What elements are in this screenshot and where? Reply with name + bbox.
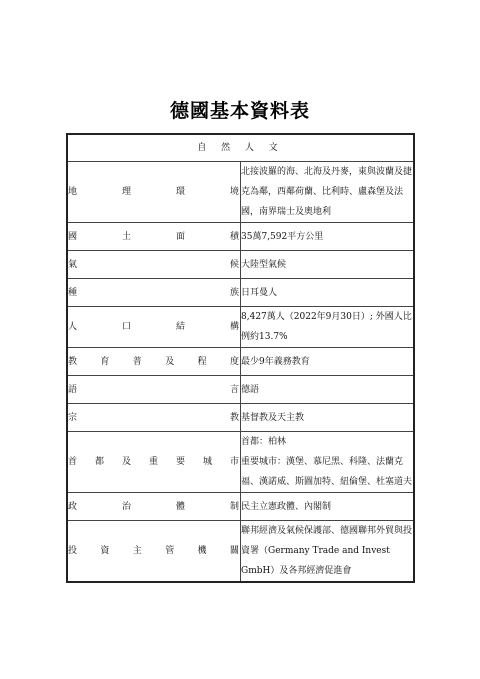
- row-value-politics: 民主立憲政體、內閣制: [241, 493, 415, 521]
- major-cities-line: 重要城市：漢堡、慕尼黑、科隆、法蘭克福、漢諾威、斯圖加特、紐倫堡、杜塞道夫: [241, 457, 413, 487]
- row-value-geography: 北接波羅的海、北海及丹麥，東與波蘭及捷克為鄰，西鄰荷蘭、比利時、盧森堡及法國，南界瑞士及奧地利: [241, 162, 415, 223]
- row-value-population: 8,427萬人（2022年9月30日）; 外國人比例約13.7%: [241, 307, 415, 348]
- row-value-education: 最少9年義務教育: [241, 348, 415, 376]
- section-header: 自 然 人 文: [67, 134, 414, 162]
- table-row: [67, 404, 414, 432]
- table-row: [67, 432, 414, 493]
- table-row: [67, 279, 414, 307]
- row-label-politics: 政治體制: [67, 493, 241, 521]
- row-label-area: 國土面積: [67, 223, 241, 251]
- table-row: [67, 493, 414, 521]
- row-label-ethnicity: 種族: [67, 279, 241, 307]
- row-label-religion: 宗教: [67, 404, 241, 432]
- row-value-area: 35萬7,592平方公里: [241, 223, 415, 251]
- row-label-geography: 地理環境: [67, 162, 241, 223]
- table-row: [67, 307, 414, 348]
- capital-line: 首都：柏林: [241, 437, 287, 447]
- section-header-row: [67, 134, 414, 162]
- row-label-climate: 氣候: [67, 251, 241, 279]
- country-facts-table: [66, 133, 415, 583]
- table-row: [67, 251, 414, 279]
- row-value-cities: [241, 432, 415, 493]
- table-row: [67, 521, 414, 583]
- table-row: [67, 162, 414, 223]
- table-row: [67, 223, 414, 251]
- row-value-language: 德語: [241, 376, 415, 404]
- page-title: 德國基本資料表: [169, 100, 310, 122]
- table-row: [67, 376, 414, 404]
- row-label-population: 人口結構: [67, 307, 241, 348]
- row-value-ethnicity: 日耳曼人: [241, 279, 415, 307]
- row-value-religion: 基督教及天主教: [241, 404, 415, 432]
- table-row: [67, 348, 414, 376]
- row-label-cities: 首都及重要城市: [67, 432, 241, 493]
- row-label-investment-authority: 投資主管機關: [67, 521, 241, 583]
- row-value-investment-authority: 聯邦經濟及氣候保護部、德國聯邦外貿與投資署（Germany Trade and Invest GmbH）及各邦經濟促進會: [241, 521, 415, 583]
- row-label-language: 語言: [67, 376, 241, 404]
- row-label-education: 教育普及程度: [67, 348, 241, 376]
- row-value-climate: 大陸型氣候: [241, 251, 415, 279]
